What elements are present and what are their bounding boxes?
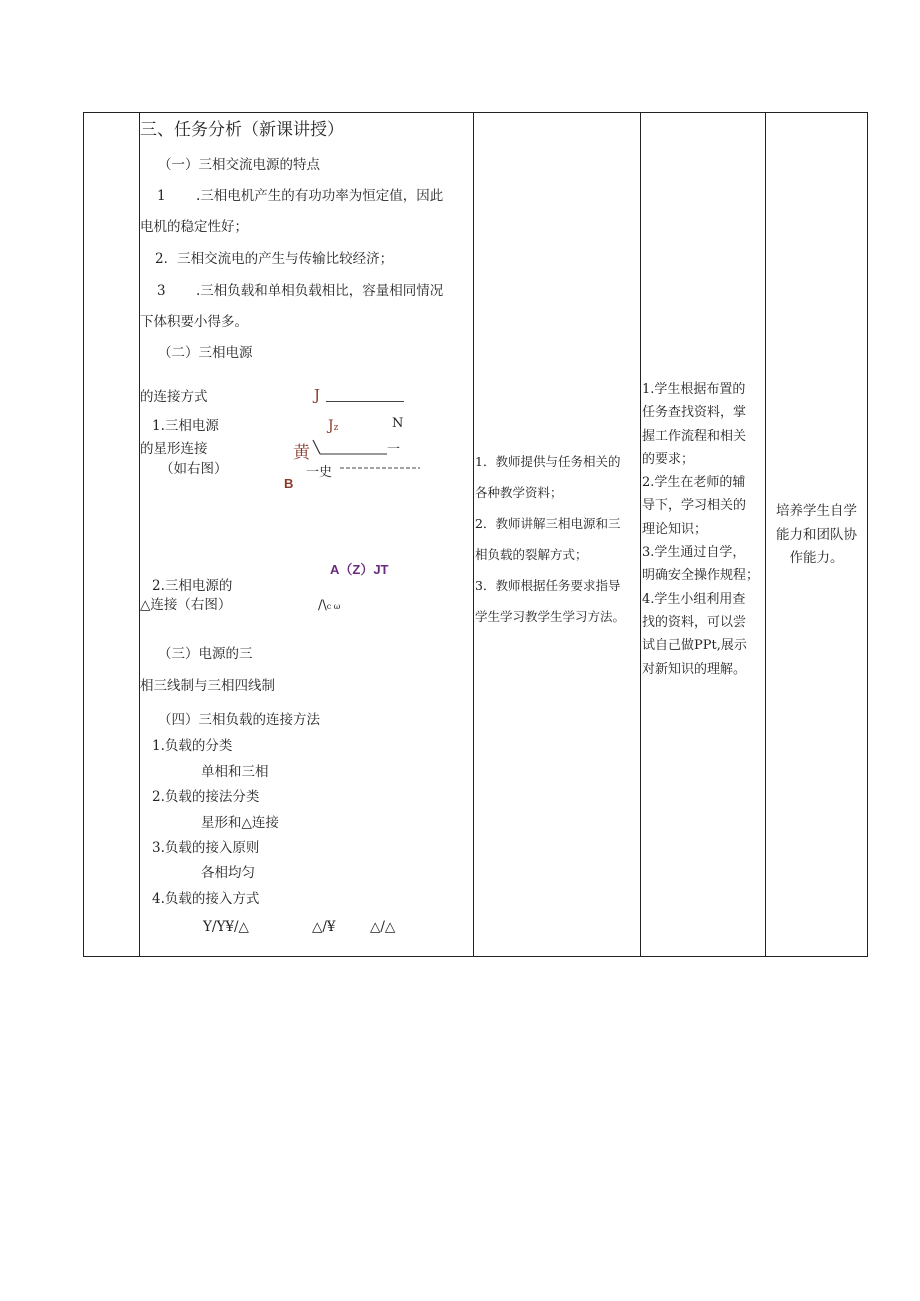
student-line: 导下，学习相关的	[642, 498, 747, 514]
student-line: 理论知识；	[642, 521, 708, 537]
diagram-label-jz-main: J	[328, 418, 334, 434]
connect-label: 的连接方式	[140, 389, 208, 405]
diagram-line-mid	[311, 438, 391, 458]
student-line: 的要求；	[642, 451, 695, 467]
teacher-line: 学生学习教学生学习方法。	[475, 609, 626, 624]
goal-line: 培养学生自学	[776, 503, 857, 519]
point1-line2: 电机的稳定性好；	[140, 219, 248, 235]
column-divider	[139, 113, 140, 956]
point1-line1: .三相电机产生的有功功率为恒定值，因此	[196, 188, 444, 204]
section-title: 三、任务分析（新课讲授）	[140, 120, 344, 140]
sub2-title: （二）三相电源	[158, 345, 253, 361]
student-line: 任务查找资料，掌	[642, 405, 747, 421]
load2-value: 星形和△连接	[201, 815, 279, 831]
delta-line2: △连接（右图）	[140, 597, 232, 613]
goal-line: 作能力。	[789, 550, 844, 566]
student-line: 1.学生根据布置的	[642, 382, 746, 397]
diagram-label-n: N	[392, 416, 404, 431]
point1-number: 1	[157, 188, 166, 204]
teacher-line: 各种教学资料；	[475, 485, 563, 500]
load4-value-a: Y/Y¥/△	[203, 919, 249, 935]
teacher-activities	[475, 446, 625, 632]
load1-title: 1.负载的分类	[152, 738, 233, 754]
star-line1: 1.三相电源	[152, 418, 219, 434]
student-line: 3.学生通过自学，	[642, 545, 746, 561]
load1-value: 单相和三相	[201, 764, 269, 780]
student-line: 握工作流程和相关	[642, 428, 747, 444]
diagram-label-b: B	[284, 476, 294, 491]
load4-value-b: △/¥	[312, 919, 336, 935]
point3-line2: 下体积要小得多。	[140, 314, 248, 330]
column-divider	[640, 113, 641, 956]
sub3-line2: 相三线制与三相四线制	[140, 678, 275, 694]
star-line2: 的星形连接	[140, 441, 208, 457]
diagram-label-jz-sub: z	[333, 423, 339, 433]
load2-title: 2.负载的接法分类	[152, 789, 260, 805]
student-line: 对新知识的理解。	[642, 661, 747, 677]
student-line: 试自己做PPt,展示	[642, 638, 747, 654]
load3-title: 3.负载的接入原则	[152, 840, 260, 856]
point3-number: 3	[157, 283, 166, 299]
diagram-label-j: J	[314, 386, 321, 404]
point3-line1: .三相负载和单相负载相比，容量相同情况	[196, 283, 444, 299]
student-activities	[642, 378, 759, 681]
point2: 2．三相交流电的产生与传输比较经济；	[155, 251, 394, 267]
load4-title: 4.负载的接入方式	[152, 891, 260, 907]
delta-line1: 2.三相电源的	[152, 578, 233, 594]
teacher-line: 3．教师根据任务要求指导	[475, 578, 621, 593]
teacher-line: 2．教师讲解三相电源和三	[475, 516, 621, 531]
student-line: 找的资料，可以尝	[642, 614, 747, 630]
diagram-label-delta-sub: c ω	[326, 602, 341, 611]
diagram-label-delta	[318, 598, 340, 613]
goal-line: 能力和团队协	[776, 526, 857, 543]
teacher-line: 相负载的裂解方式；	[475, 547, 588, 562]
column-divider	[473, 113, 474, 956]
load3-value: 各相均匀	[201, 865, 255, 881]
goal-text	[766, 500, 867, 571]
diagram-label-jz	[328, 418, 338, 434]
teacher-line: 1．教师提供与任务相关的	[475, 454, 621, 469]
student-line: 2.学生在老师的辅	[642, 475, 746, 491]
star-line3: （如右图）	[160, 461, 228, 477]
diagram-label-shi: 一史	[306, 465, 333, 480]
diagram-dashed-line	[340, 466, 422, 470]
diagram-label-dash: 一	[387, 442, 401, 457]
sub1-title: （一）三相交流电源的特点	[158, 157, 320, 173]
diagram-label-huang: 黄	[293, 443, 310, 463]
diagram-label-azjt: A（Z）JT	[330, 562, 389, 577]
diagram-label-delta-main: /\	[318, 598, 327, 613]
student-line: 明确安全操作规程；	[642, 568, 760, 584]
diagram-line-top	[326, 400, 406, 404]
sub3-line1: （三）电源的三	[158, 646, 253, 662]
sub4-title: （四）三相负载的连接方法	[158, 712, 320, 728]
load4-value-c: △/△	[370, 919, 396, 935]
student-line: 4.学生小组利用查	[642, 591, 746, 607]
